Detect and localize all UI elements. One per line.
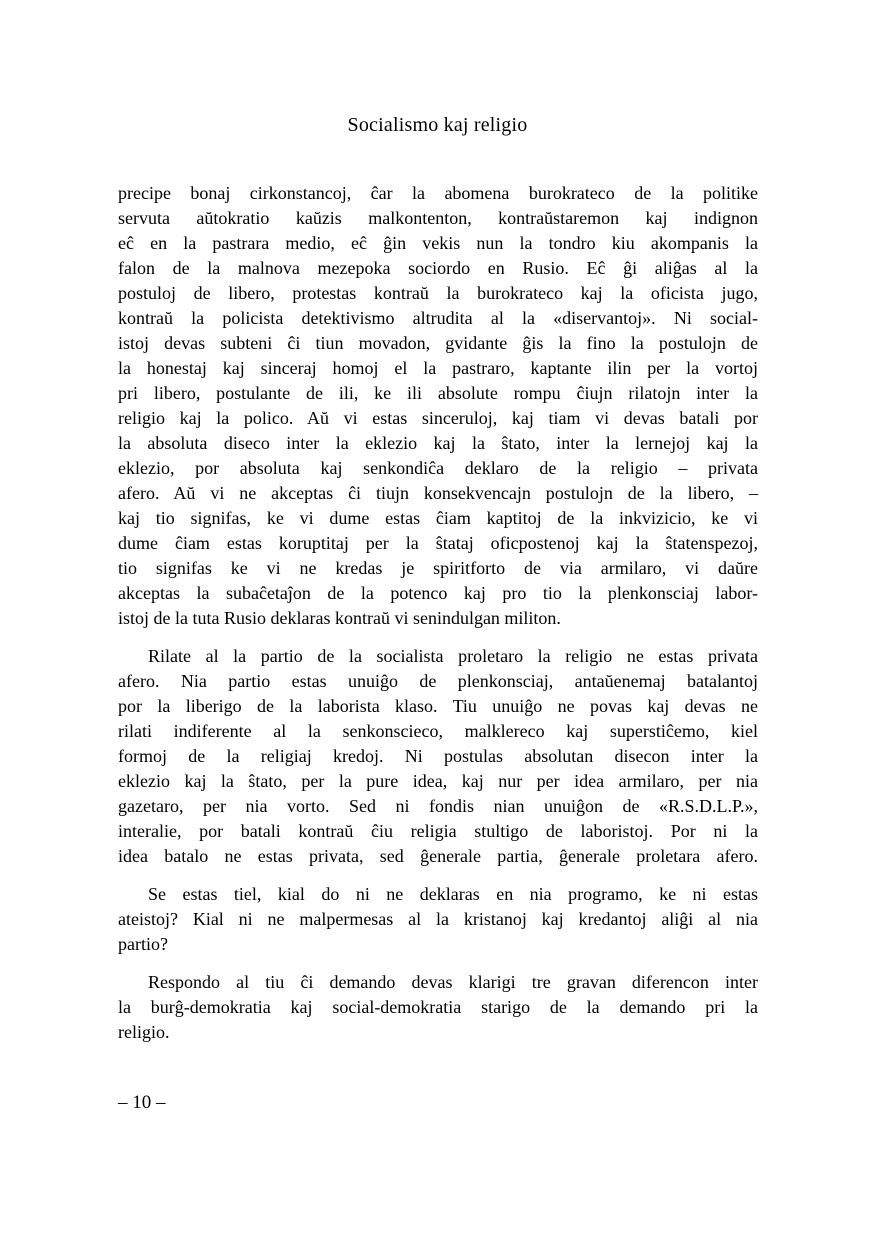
text-line: servuta aŭtokratio kaŭzis malkontenton, kontraŭstaremon kaj indignon — [118, 208, 758, 228]
text-line: kaj tio signifas, ke vi dume estas ĉiam kaptitoj de la inkvizicio, ke vi — [118, 508, 758, 528]
text-line: falon de la malnova mezepoka sociordo en Rusio. Eĉ ĝi aliĝas al la — [118, 258, 758, 278]
text-line: afero. Aŭ vi ne akceptas ĉi tiujn konsekvencajn postulojn de la libero, – — [118, 483, 758, 503]
paragraph — [118, 970, 758, 1045]
text-line: religio. — [118, 1022, 170, 1042]
text-line: Se estas tiel, kial do ni ne deklaras en nia programo, ke ni estas — [148, 884, 758, 904]
page-title: Socialismo kaj religio — [347, 114, 528, 136]
text-line: precipe bonaj cirkonstancoj, ĉar la abomena burokrateco de la politike — [118, 183, 758, 203]
text-line: ateistoj? Kial ni ne malpermesas al la kristanoj kaj kredantoj aliĝi al nia — [118, 909, 758, 929]
page-body — [118, 181, 758, 1045]
text-line: eklezio kaj la ŝtato, per la pure idea, kaj nur per idea armilaro, per nia — [118, 771, 758, 791]
text-line: interalie, por batali kontraŭ ĉiu religia stultigo de laboristoj. Por ni la — [118, 821, 758, 841]
text-line: kontraŭ la policista detektivismo altrudita al la «diservantoj». Ni social- — [118, 308, 758, 328]
text-line: Respondo al tiu ĉi demando devas klarigi tre gravan diferencon inter — [148, 972, 758, 992]
text-line: akceptas la subaĉetaĵon de la potenco kaj pro tio la plenkonsciaj labor- — [118, 583, 758, 603]
text-line: por la liberigo de la laborista klaso. Tiu unuiĝo ne povas kaj devas ne — [118, 696, 758, 716]
text-line: formoj de la religiaj kredoj. Ni postulas absolutan disecon inter la — [118, 746, 758, 766]
text-line: eĉ en la pastrara medio, eĉ ĝin vekis nun la tondro kiu akompanis la — [118, 233, 758, 253]
paragraph — [118, 882, 758, 957]
paragraph — [118, 644, 758, 869]
text-line: la absoluta diseco inter la eklezio kaj la ŝtato, inter la lernejoj kaj la — [118, 433, 758, 453]
text-line: gazetaro, per nia vorto. Sed ni fondis nian unuiĝon de «R.S.D.L.P.», — [118, 796, 758, 816]
text-line: afero. Nia partio estas unuiĝo de plenkonsciaj, antaŭenemaj batalantoj — [118, 671, 758, 691]
text-line: partio? — [118, 934, 168, 954]
text-line: la honestaj kaj sinceraj homoj el la pastraro, kaptante ilin per la vortoj — [118, 358, 758, 378]
text-line: tio signifas ke vi ne kredas je spiritforto de via armilaro, vi daŭre — [118, 558, 758, 578]
text-line: eklezio, por absoluta kaj senkondiĉa deklaro de la religio – privata — [118, 458, 758, 478]
text-line: rilati indiferente al la senkonscieco, malklereco kaj superstiĉemo, kiel — [118, 721, 758, 741]
text-line: Rilate al la partio de la socialista proletaro la religio ne estas privata — [148, 646, 758, 666]
text-line: religio kaj la polico. Aŭ vi estas sinceruloj, kaj tiam vi devas batali por — [118, 408, 758, 428]
text-line: dume ĉiam estas koruptitaj per la ŝtataj oficpostenoj kaj la ŝtatenspezoj, — [118, 533, 758, 553]
paragraph — [118, 181, 758, 631]
text-line: istoj de la tuta Rusio deklaras kontraŭ vi senindulgan militon. — [118, 608, 561, 628]
text-line: pri libero, postulante de ili, ke ili absolute rompu ĉiujn rilatojn inter la — [118, 383, 758, 403]
text-line: postuloj de libero, protestas kontraŭ la burokrateco kaj la oficista jugo, — [118, 283, 758, 303]
page-number: – 10 – — [118, 1092, 166, 1113]
text-line: istoj devas subteni ĉi tiun movadon, gvidante ĝis la fino la postulojn de — [118, 333, 758, 353]
text-line: la burĝ-demokratia kaj social-demokratia starigo de la demando pri la — [118, 997, 758, 1017]
text-line: idea batalo ne estas privata, sed ĝenerale partia, ĝenerale proletara afero. — [118, 846, 758, 866]
